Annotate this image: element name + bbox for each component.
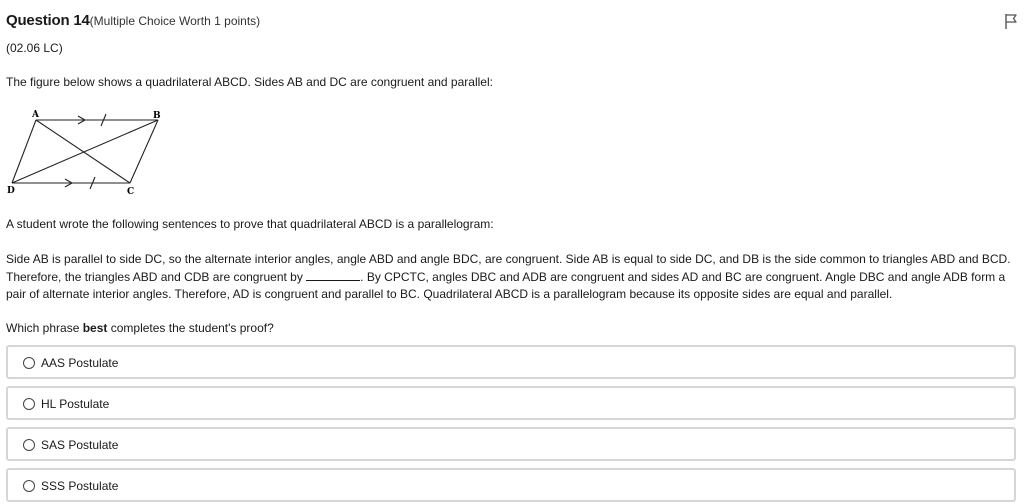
question-ask-part-1: Which phrase: [6, 321, 83, 335]
question-worth: (Multiple Choice Worth 1 points): [89, 14, 261, 28]
question-header: [6, 12, 260, 30]
radio-button-icon[interactable]: [23, 357, 35, 369]
radio-button-icon[interactable]: [23, 480, 35, 492]
proof-text: [6, 251, 1018, 304]
question-ask-part-2: completes the student's proof?: [107, 321, 274, 335]
question-title: Question 14: [6, 12, 90, 29]
flag-icon[interactable]: [1004, 12, 1018, 30]
answer-option-label: SAS Postulate: [41, 438, 119, 452]
radio-button-icon[interactable]: [23, 439, 35, 451]
vertex-label-c: C: [127, 187, 135, 197]
answer-option[interactable]: [6, 468, 1016, 502]
vertex-label-d: D: [7, 186, 15, 196]
question-ask: [6, 321, 274, 335]
proof-text-part-2: . By CPCTC, angles DBC and ADB are congruent and sides AD and BC are congruent. Angle DBC and angle ADB form a pair of alternate interior angles. Therefore, AD is congruent and parallel to BC. Quadrilateral ABCD is a parallelogram because its opposite sides are equal and parallel.: [6, 269, 1006, 301]
radio-button-icon[interactable]: [23, 398, 35, 410]
answer-option[interactable]: [6, 386, 1016, 420]
question-ask-emphasis: best: [82, 321, 108, 335]
answer-option-label: HL Postulate: [41, 397, 110, 411]
proof-blank: [306, 269, 360, 281]
quadrilateral-figure: [6, 106, 162, 197]
proof-intro: A student wrote the following sentences to prove that quadrilateral ABCD is a parallelogram:: [6, 217, 494, 231]
question-code: (02.06 LC): [6, 41, 63, 55]
proof-text-part-1: Side AB is parallel to side DC, so the alternate interior angles, angle ABD and angle BDC, are congruent. Side AB is equal to side DC, and DB is the side common to triangles ABD and BCD. Therefore, the triangles ABD and CDB are congruent by: [6, 252, 1011, 284]
vertex-label-a: A: [32, 110, 39, 120]
vertex-label-b: B: [153, 111, 161, 121]
answer-option-label: SSS Postulate: [41, 479, 119, 493]
answer-option[interactable]: [6, 427, 1016, 461]
answer-option[interactable]: [6, 345, 1016, 379]
question-prompt: The figure below shows a quadrilateral ABCD. Sides AB and DC are congruent and parallel:: [6, 75, 493, 89]
answer-option-label: AAS Postulate: [41, 356, 119, 370]
